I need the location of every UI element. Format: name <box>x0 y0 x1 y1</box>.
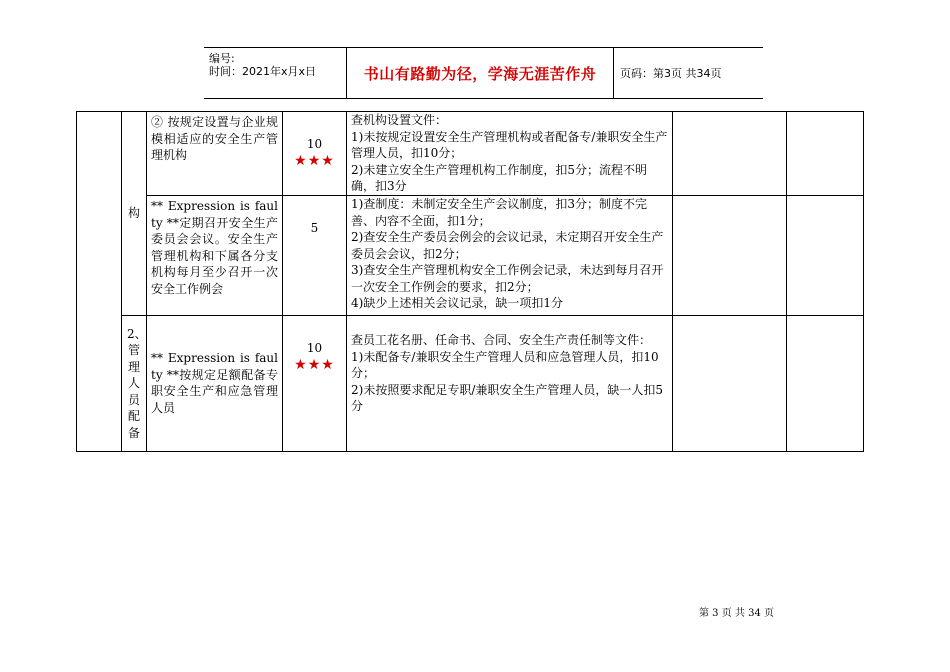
section-label-staffing <box>122 316 147 452</box>
item-cell: ** Expression is faulty **定期召开安全生产委员会会议。安全生产管理机构和下属各分支机构每月至少召开一次安全工作例会 <box>147 196 283 316</box>
score-value: 10 <box>306 137 323 151</box>
header-meta <box>204 48 346 98</box>
blank-cell <box>787 316 864 452</box>
table-row <box>77 112 864 196</box>
item-cell: ** Expression is faulty **按规定足额配备专职安全生产和应急管理人员 <box>147 316 283 452</box>
page-footer: 第 3 页 共 34 页 <box>699 608 774 619</box>
importance-stars: ★★★ <box>294 356 335 373</box>
blank-cell <box>787 112 864 196</box>
score-value: 5 <box>310 221 319 235</box>
method-line: 1)未按规定设置安全生产管理机构或者配备专/兼职安全生产管理人员，扣10分； <box>351 129 668 160</box>
score-value: 10 <box>306 341 323 355</box>
header-motto-cell <box>346 48 614 98</box>
time-label: 时间：2021年x月x日 <box>209 65 317 78</box>
table-row <box>77 316 864 452</box>
item-cell: ② 按规定设置与企业规模相适应的安全生产管理机构 <box>147 112 283 196</box>
category-cell <box>77 112 122 452</box>
importance-stars: ★★★ <box>294 152 335 169</box>
section-label-institution: 构 <box>122 112 147 316</box>
score-cell <box>283 112 347 196</box>
method-line: 1)查制度：未制定安全生产会议制度，扣3分；制度不完善、内容不全面，扣1分； <box>351 197 647 228</box>
header-page-cell <box>614 48 763 98</box>
page-info: 页码：第3页 共34页 <box>620 67 722 80</box>
method-line: 1)未配备专/兼职安全生产管理人员和应急管理人员，扣10分； <box>351 349 659 380</box>
assessment-table <box>76 111 864 452</box>
method-line: 2)未按照要求配足专职/兼职安全生产管理人员，缺一人扣5分 <box>351 382 663 413</box>
blank-cell <box>787 196 864 316</box>
score-cell <box>283 196 347 316</box>
method-cell <box>347 316 673 452</box>
method-line: 2)未建立安全生产管理机构工作制度，扣5分；流程不明确，扣3分 <box>351 162 647 193</box>
method-line: 2)查安全生产委员会例会的会议记录，未定期召开安全生产委员会会议，扣2分； <box>351 230 664 261</box>
method-cell <box>347 112 673 196</box>
method-line: 3)查安全生产管理机构安全工作例会记录，未达到每月召开一次安全工作例会的要求，扣2分； <box>351 263 664 294</box>
motto-text: 书山有路勤为径，学海无涯苦作舟 <box>363 64 597 83</box>
document-header <box>204 47 763 99</box>
table-row <box>77 196 864 316</box>
blank-cell <box>673 112 787 196</box>
score-cell <box>283 316 347 452</box>
blank-cell <box>673 316 787 452</box>
method-line: 4)缺少上述相关会议记录，缺一项扣1分 <box>351 296 563 310</box>
method-line: 查员工花名册、任命书、合同、安全生产责任制等文件： <box>351 333 652 347</box>
method-cell <box>347 196 673 316</box>
blank-cell <box>673 196 787 316</box>
method-line: 查机构设置文件： <box>351 113 448 127</box>
number-label: 编号: <box>209 52 235 65</box>
section-label-text: 2、管理人员配备 <box>127 326 147 440</box>
